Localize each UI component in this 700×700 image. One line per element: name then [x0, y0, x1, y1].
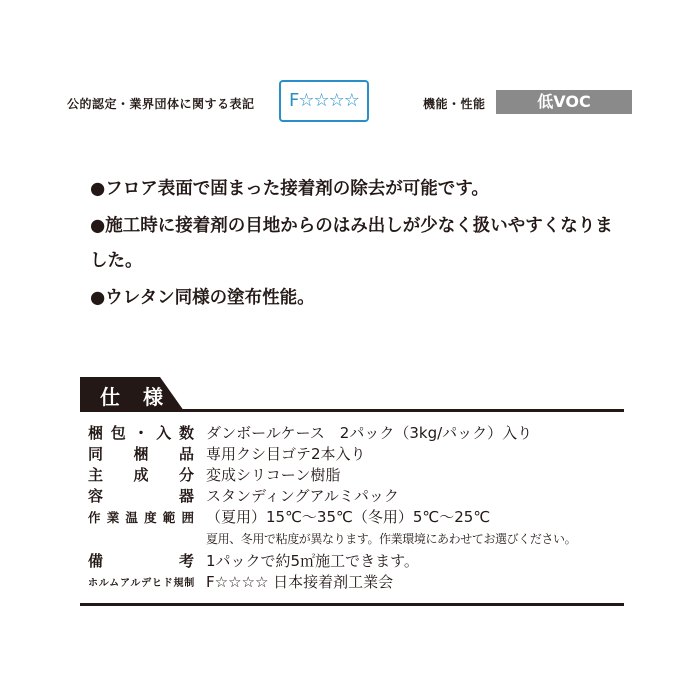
spec-label: 梱包・入数 — [88, 424, 194, 442]
spec-row — [80, 422, 624, 443]
spec-row — [80, 529, 624, 550]
feature-list — [90, 172, 630, 318]
spec-label: 作業温度範囲 — [88, 510, 194, 525]
spec-value: F☆☆☆☆ 日本接着剤工業会 — [206, 573, 394, 591]
low-voc-badge: 低VOC — [496, 90, 632, 114]
feature-text: ●施工時に接着剤の目地からのはみ出しが少なく扱いやすくなりました。 — [90, 216, 613, 271]
spec-top-rule — [80, 409, 624, 412]
spec-label: 備考 — [88, 552, 194, 570]
feature-text: ●フロア表面で固まった接着剤の除去が可能です。 — [90, 179, 489, 199]
spec-value: ダンボールケース 2パック（3kg/パック）入り — [206, 424, 533, 442]
feature-text: ●ウレタン同様の塗布性能。 — [90, 288, 315, 308]
spec-value: （夏用）15℃～35℃（冬用）5℃～25℃ — [206, 508, 491, 526]
fstar-badge — [279, 80, 369, 122]
spec-value: スタンディングアルミパック — [206, 487, 399, 505]
spec-row — [80, 506, 624, 529]
spec-note: 夏用、冬用で粘度が異なります。作業環境にあわせてお選びください。 — [206, 532, 577, 546]
spec-label: 主成分 — [88, 466, 194, 484]
spec-value: 専用クシ目ゴテ2本入り — [206, 445, 366, 463]
feature-item — [90, 281, 630, 316]
feature-item — [90, 209, 630, 279]
spec-value: 1パックで約5㎡施工できます。 — [206, 552, 419, 570]
spec-row — [80, 443, 624, 464]
spec-row — [80, 464, 624, 485]
spec-label: 同梱品 — [88, 445, 194, 463]
spec-value: 変成シリコーン樹脂 — [206, 466, 341, 484]
feature-item — [90, 172, 630, 207]
certification-label: 公的認定・業界団体に関する表記 — [67, 97, 255, 111]
spec-bottom-rule — [80, 603, 624, 606]
function-label: 機能・性能 — [423, 97, 486, 111]
spec-title: 仕 様 — [100, 385, 171, 409]
spec-table — [80, 422, 624, 592]
spec-row — [80, 550, 624, 571]
spec-row — [80, 571, 624, 592]
spec-label: ホルムアルデヒド規制 — [88, 578, 194, 589]
spec-section-header — [80, 377, 184, 411]
spec-label: 容器 — [88, 487, 194, 505]
spec-row — [80, 485, 624, 506]
fstar-badge-text: F☆☆☆☆ — [289, 90, 359, 111]
